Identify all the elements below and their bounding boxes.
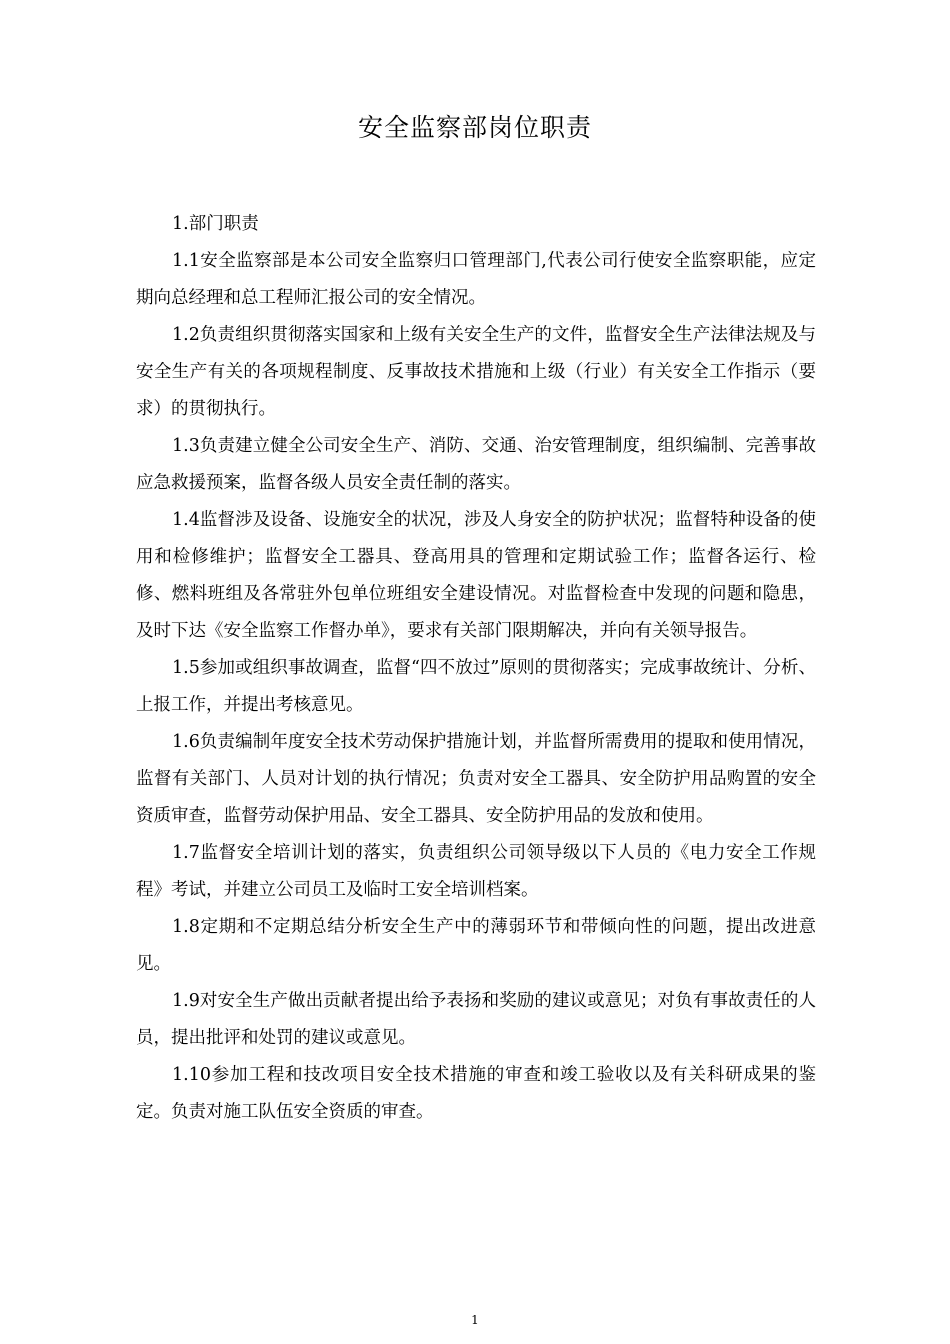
paragraph-1-2: 1.2负责组织贯彻落实国家和上级有关安全生产的文件，监督安全生产法律法规及与安全生产有关的各项规程制度、反事故技术措施和上级（行业）有关安全工作指示（要求）的贯彻执行。: [136, 325, 816, 419]
paragraph-1-3: 1.3负责建立健全公司安全生产、消防、交通、治安管理制度，组织编制、完善事故应急救援预案，监督各级人员安全责任制的落实。: [136, 436, 816, 493]
document-title: 安全监察部岗位职责: [357, 113, 592, 142]
paragraph-1-5: 1.5参加或组织事故调查，监督“四不放过”原则的贯彻落实；完成事故统计、分析、上报工作，并提出考核意见。: [136, 658, 816, 715]
paragraph-1-1: 1.1安全监察部是本公司安全监察归口管理部门,代表公司行使安全监察职能，应定期向总经理和总工程师汇报公司的安全情况。: [136, 251, 816, 308]
page-number: 1: [471, 1313, 479, 1327]
paragraph-1-4: 1.4监督涉及设备、设施安全的状况，涉及人身安全的防护状况；监督特种设备的使用和检修维护；监督安全工器具、登高用具的管理和定期试验工作；监督各运行、检修、燃料班组及各常驻外包单位班组安全建设情况。对监督检查中发现的问题和隐患，及时下达《安全监察工作督办单》，要求有关部门限期解决，并向有关领导报告。: [136, 510, 816, 641]
paragraph-1-8: 1.8定期和不定期总结分析安全生产中的薄弱环节和带倾向性的问题，提出改进意见。: [136, 917, 816, 974]
paragraph-1-7: 1.7监督安全培训计划的落实，负责组织公司领导级以下人员的《电力安全工作规程》考试，并建立公司员工及临时工安全培训档案。: [136, 843, 816, 900]
document-body: [136, 206, 816, 1131]
section-heading: 1.部门职责: [172, 214, 259, 234]
paragraph-1-9: 1.9对安全生产做出贡献者提出给予表扬和奖励的建议或意见；对负有事故责任的人员，提出批评和处罚的建议或意见。: [136, 991, 816, 1048]
paragraph-1-10: 1.10参加工程和技改项目安全技术措施的审查和竣工验收以及有关科研成果的鉴定。负责对施工队伍安全资质的审查。: [136, 1065, 816, 1122]
paragraph-1-6: 1.6负责编制年度安全技术劳动保护措施计划，并监督所需费用的提取和使用情况，监督有关部门、人员对计划的执行情况；负责对安全工器具、安全防护用品购置的安全资质审查，监督劳动保护用品、安全工器具、安全防护用品的发放和使用。: [136, 732, 816, 826]
